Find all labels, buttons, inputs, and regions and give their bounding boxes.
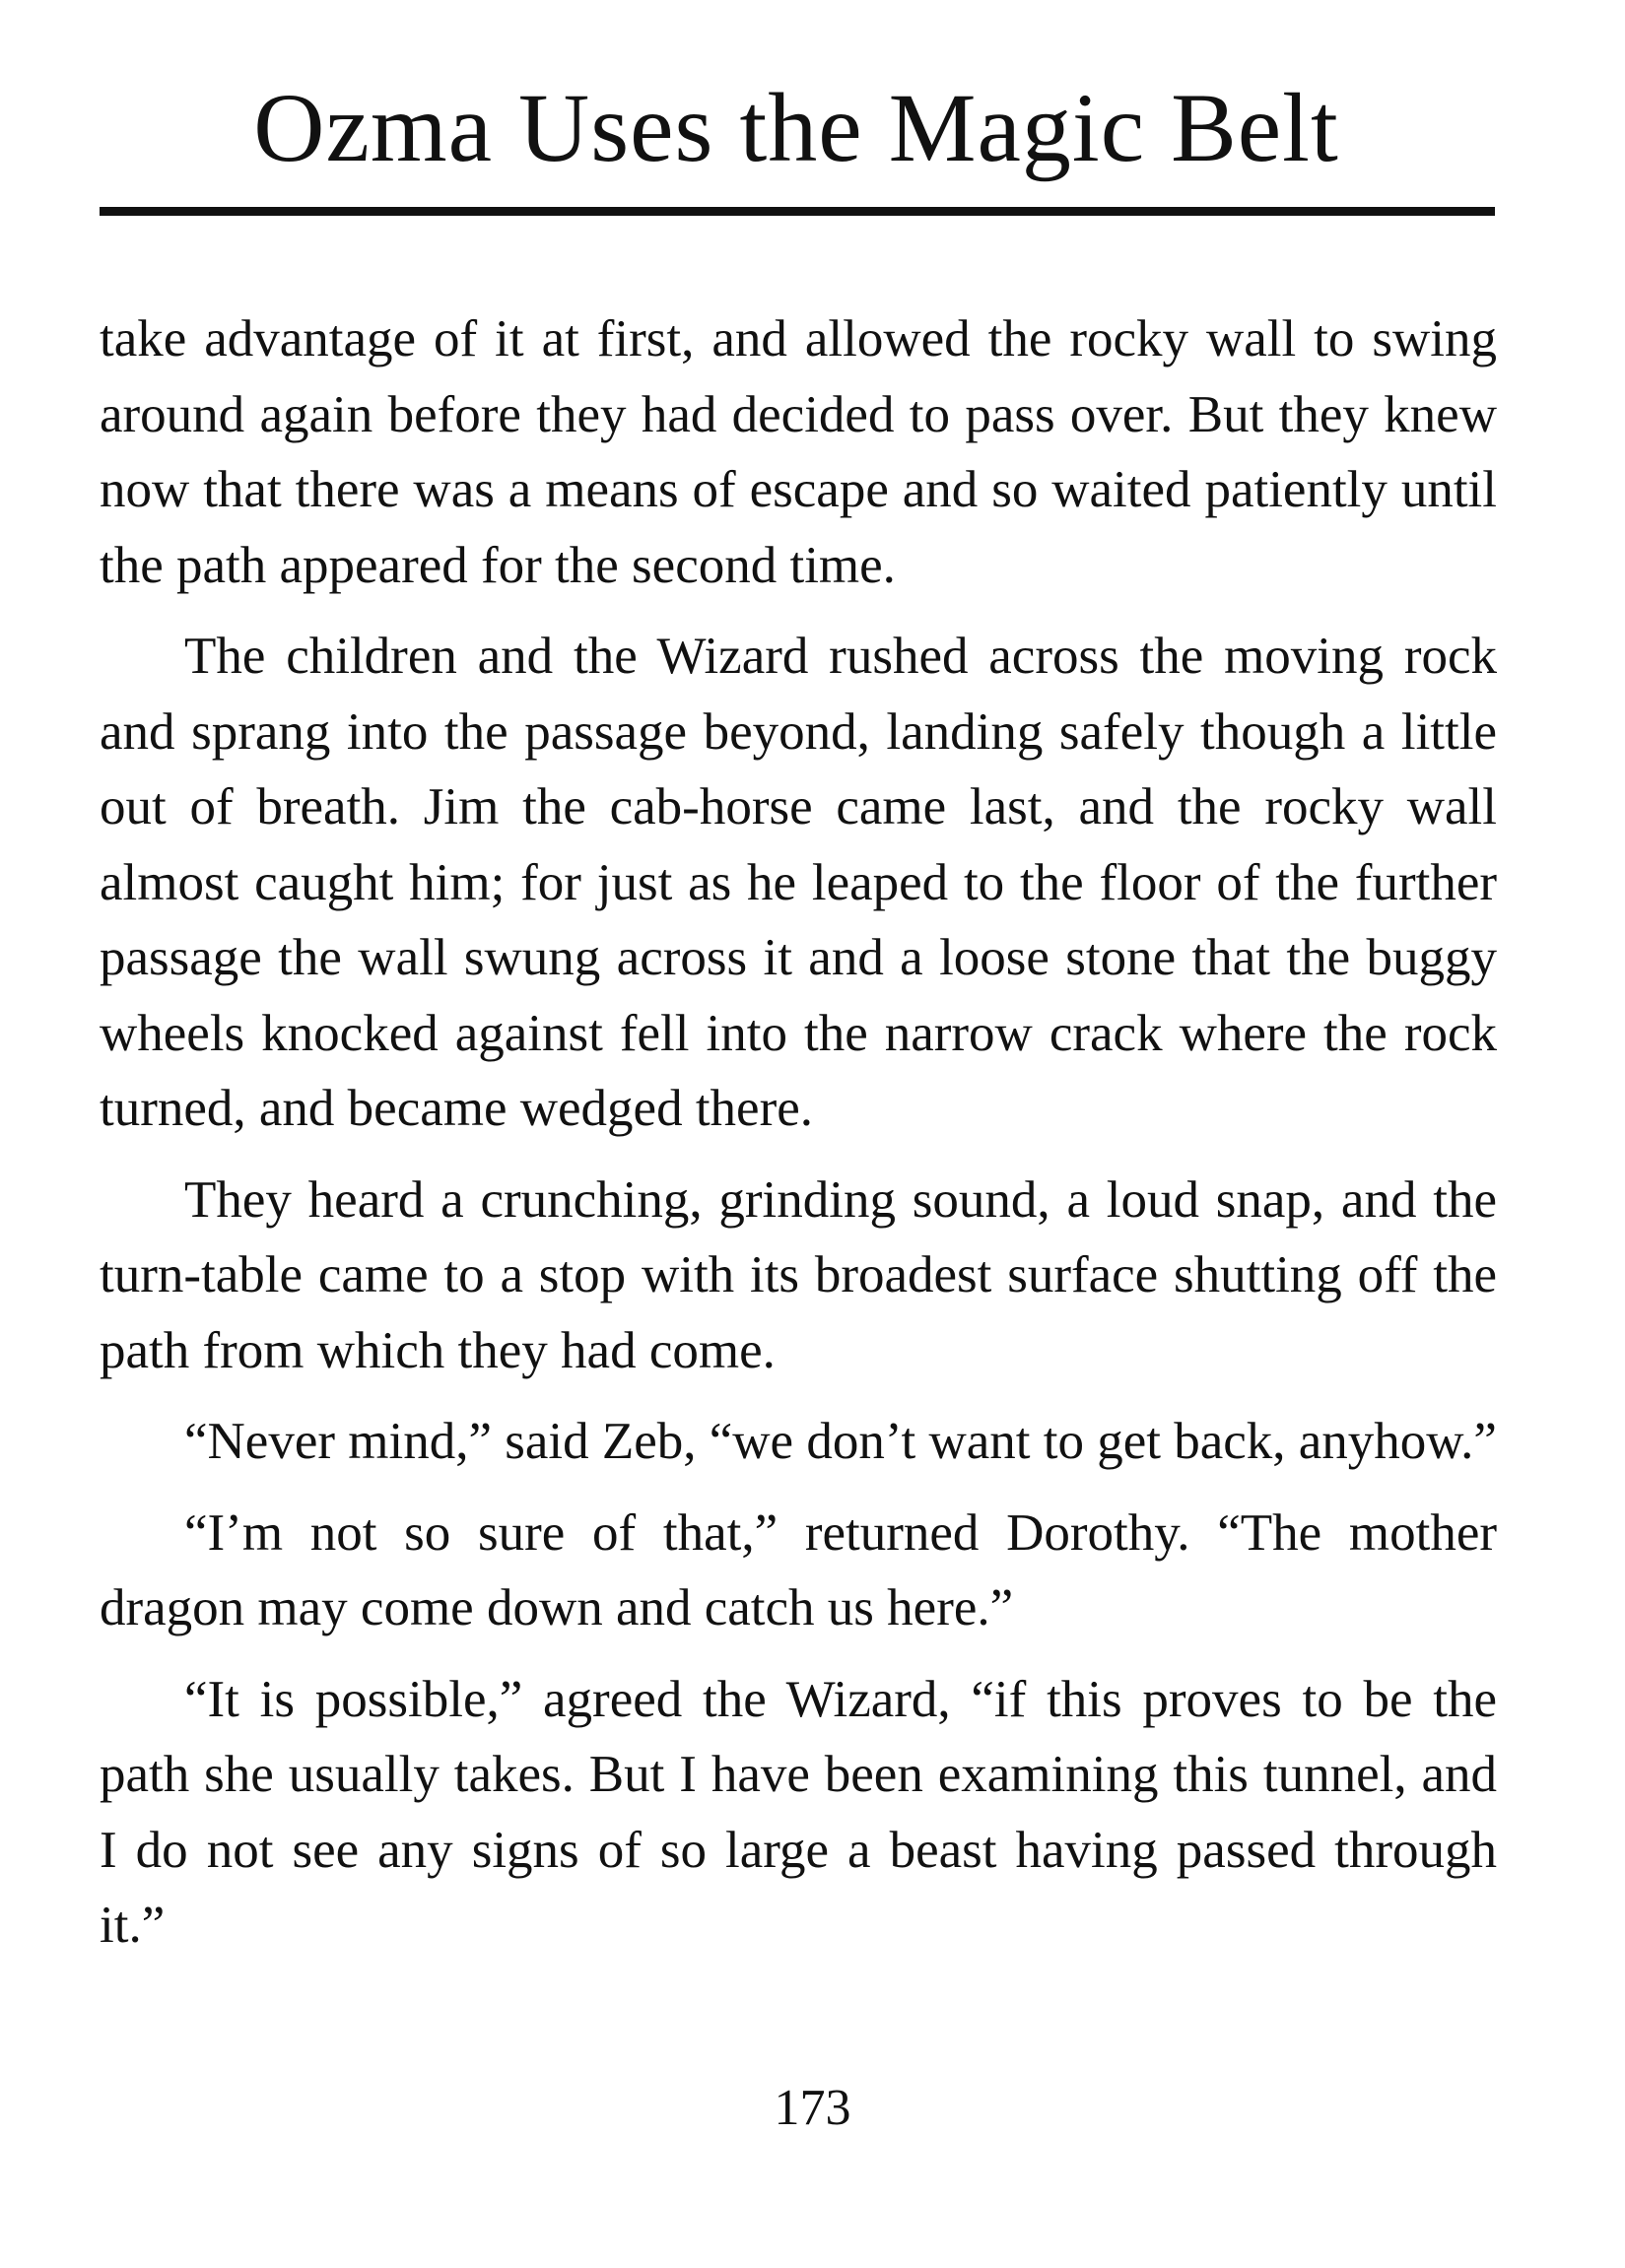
header-rule: [100, 207, 1495, 216]
paragraph: They heard a crunching, grinding sound, a loud snap, and the turn-table came to a stop with its broadest surface shutting off the path from which they had come.: [100, 1170, 1497, 1379]
paragraph: “It is possible,” agreed the Wizard, “if this proves to be the path she usually takes. But I have been examining this tunnel, and I do not see any signs of so large a beast having passed through it.”: [100, 1670, 1497, 1954]
running-title: Ozma Uses the Magic Belt: [253, 73, 1339, 182]
paragraph: “Never mind,” said Zeb, “we don’t want to get back, anyhow.”: [184, 1413, 1497, 1470]
paragraph: “I’m not so sure of that,” returned Dorothy. “The mother dragon may come down and catch us here.”: [100, 1503, 1497, 1636]
paragraph: The children and the Wizard rushed across the moving rock and sprang into the passage beyond, landing safely though a little out of breath. Jim the cab-horse came last, and the rocky wall almost caught him; for just as he leaped to the floor of the further passage the wall swung across it and a loose stone that the buggy wheels knocked against fell into the narrow crack where the rock turned, and became wedged there.: [100, 628, 1497, 1137]
paragraph-continuation: take advantage of it at first, and allowed the rocky wall to swing around again before they had decided to pass over. But they knew now that there was a means of escape and so waited patiently until the path appeared for the second time.: [100, 310, 1497, 594]
page-number: 173: [774, 2080, 851, 2136]
body-text: [100, 301, 1497, 1964]
